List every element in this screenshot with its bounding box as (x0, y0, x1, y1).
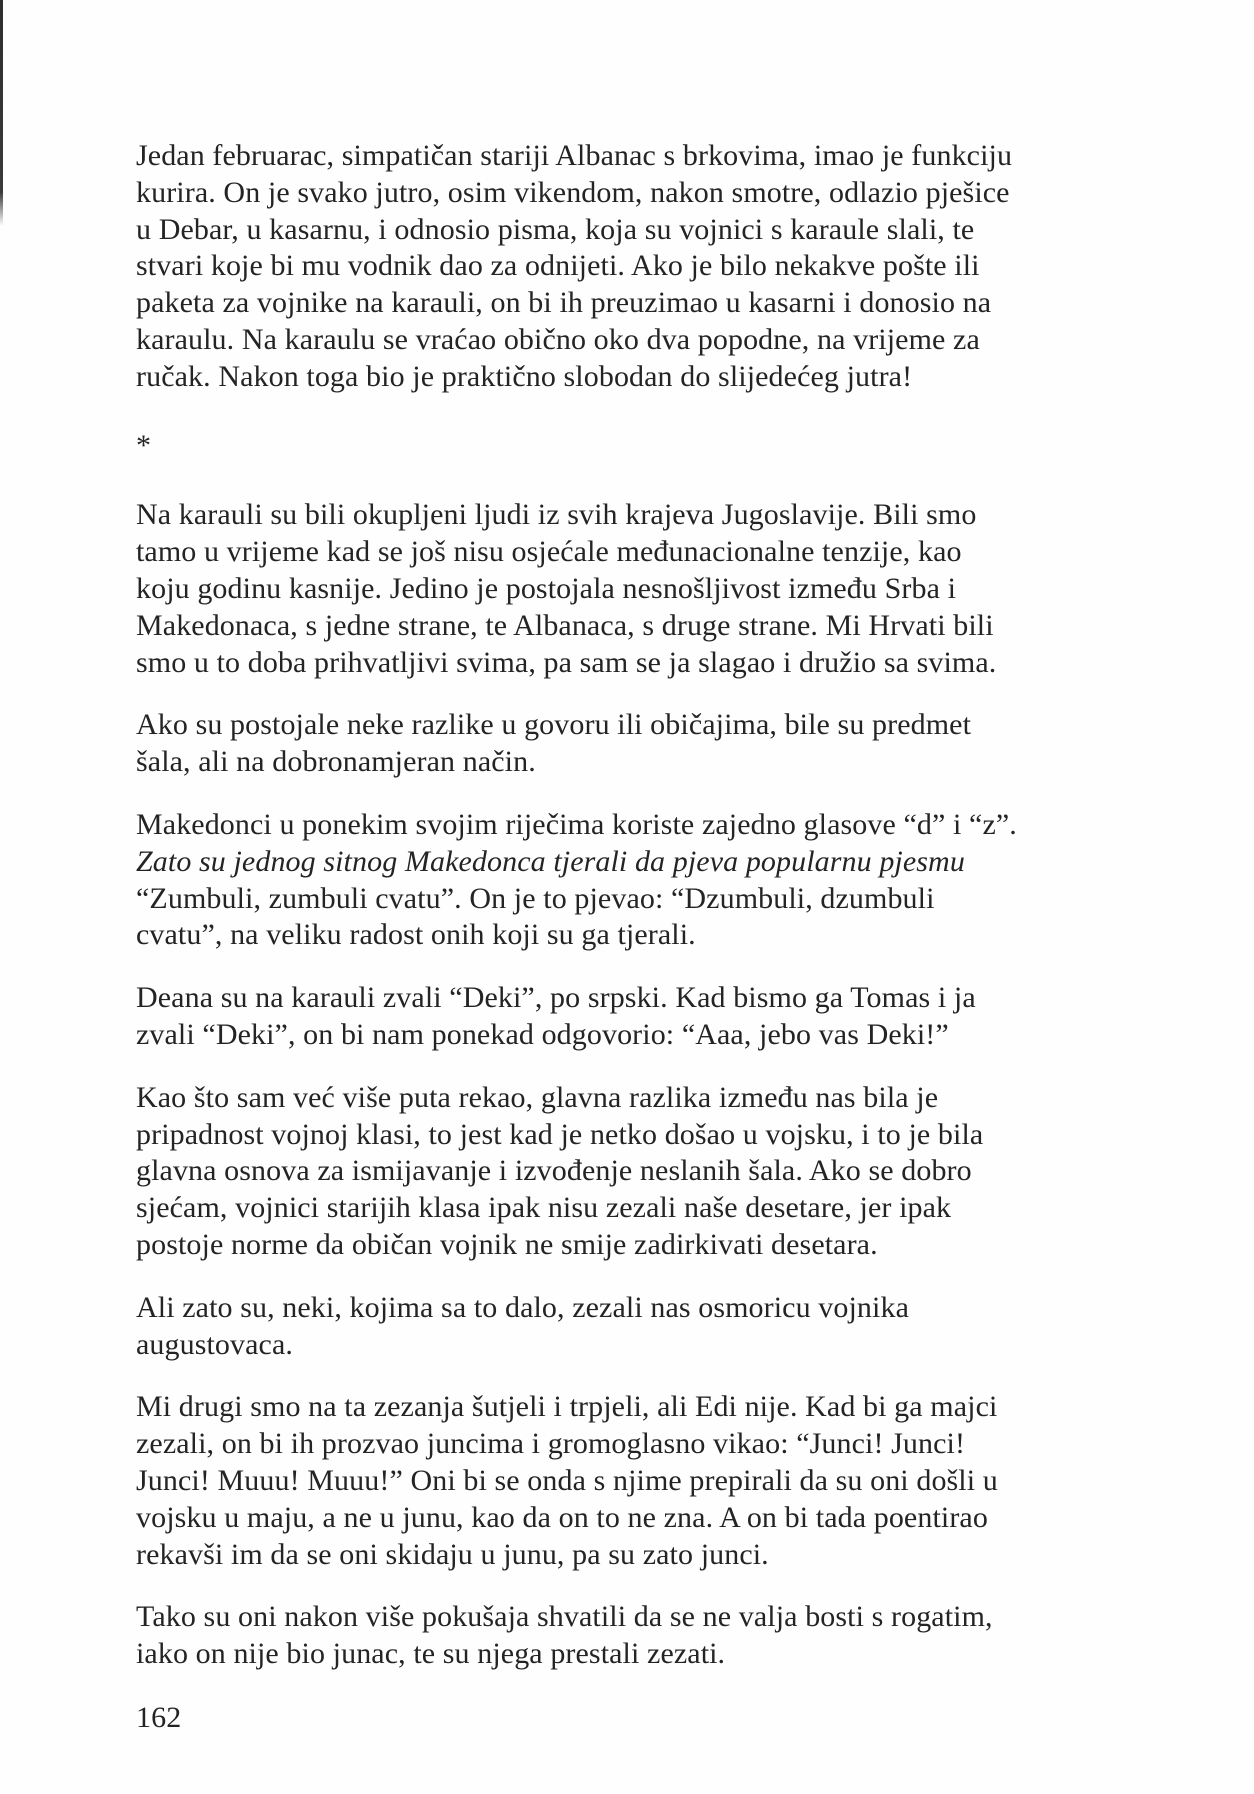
text-line: kurira. On je svako jutro, osim vikendom, nakon smotre, odlazio pješice (136, 175, 1010, 209)
text-line: sjećam, vojnici starijih klasa ipak nisu zezali naše desetare, jer ipak (136, 1191, 952, 1225)
text-line: augustovaca. (136, 1327, 293, 1361)
scan-edge-artifact (0, 0, 3, 226)
paragraph (136, 138, 1134, 396)
paragraph (136, 707, 1134, 781)
text-line-italic: Zato su jednog sitnog Makedonca tjerali da pjeva popularnu pjesmu (136, 844, 965, 878)
paragraph (136, 1290, 1134, 1364)
text-line: koju godinu kasnije. Jedino je postojala nesnošljivost između Srba i (136, 571, 957, 605)
text-line: “Zumbuli, zumbuli cvatu”. On je to pjevao: “Dzumbuli, dzumbuli (136, 881, 935, 915)
paragraph (136, 497, 1134, 681)
paragraph (136, 1599, 1134, 1673)
text-line: rekavši im da se oni skidaju u junu, pa su zato junci. (136, 1537, 769, 1571)
separator-asterisk: * (136, 428, 152, 462)
text-line: zvali “Deki”, on bi nam ponekad odgovorio: “Aaa, jebo vas Deki!” (136, 1017, 949, 1051)
text-line: šala, ali na dobronamjeran način. (136, 745, 536, 779)
paragraph (136, 807, 1134, 954)
text-line: iako on nije bio junac, te su njega prestali zezati. (136, 1637, 726, 1671)
text-line: Mi drugi smo na ta zezanja šutjeli i trpjeli, ali Edi nije. Kad bi ga majci (136, 1390, 998, 1424)
text-line: Makedonaca, s jedne strane, te Albanaca, s druge strane. Mi Hrvati bili (136, 608, 994, 642)
text-line: Junci! Muuu! Muuu!” Oni bi se onda s njime prepirali da su oni došli u (136, 1463, 998, 1497)
text-line: ručak. Nakon toga bio je praktično slobodan do slijedećeg jutra! (136, 359, 913, 393)
text-line: Deana su na karauli zvali “Deki”, po srpski. Kad bismo ga Tomas i ja (136, 981, 976, 1015)
text-line: stvari koje bi mu vodnik dao za odnijeti. Ako je bilo nekakve pošte ili (136, 249, 980, 283)
paragraph (136, 1389, 1134, 1573)
text-line: Jedan februarac, simpatičan stariji Albanac s brkovima, imao je funkciju (136, 139, 1013, 172)
text-line: postoje norme da običan vojnik ne smije zadirkivati desetara. (136, 1227, 878, 1261)
text-line: vojsku u maju, a ne u junu, kao da on to ne zna. A on bi tada poentirao (136, 1500, 988, 1534)
text-line: smo u to doba prihvatljivi svima, pa sam se ja slagao i družio sa svima. (136, 645, 997, 679)
text-line: Ako su postojale neke razlike u govoru ili običajima, bile su predmet (136, 708, 972, 742)
text-line: Kao što sam već više puta rekao, glavna razlika između nas bila je (136, 1080, 939, 1114)
page-number: 162 (136, 1700, 182, 1734)
text-line: tamo u vrijeme kad se još nisu osjećale međunacionalne tenzije, kao (136, 535, 962, 569)
paragraph (136, 1080, 1134, 1264)
text-line: Tako su oni nakon više pokušaja shvatili da se ne valja bosti s rogatim, (136, 1600, 993, 1634)
text-line: pripadnost vojnoj klasi, to jest kad je netko došao u vojsku, i to je bila (136, 1117, 984, 1151)
section-separator (136, 428, 1134, 465)
text-line: Makedonci u ponekim svojim riječima koriste zajedno glasove “d” i “z”. (136, 807, 1017, 841)
text-line: glavna osnova za ismijavanje i izvođenje neslanih šala. Ako se dobro (136, 1154, 972, 1188)
text-line: zezali, on bi ih prozvao juncima i gromoglasno vikao: “Junci! Junci! (136, 1427, 966, 1461)
text-line: karaulu. Na karaulu se vraćao obično oko dva popodne, na vrijeme za (136, 322, 980, 356)
text-line: paketa za vojnike na karauli, on bi ih preuzimao u kasarni i donosio na (136, 286, 992, 320)
text-line: cvatu”, na veliku radost onih koji su ga tjerali. (136, 918, 696, 952)
text-line: Na karauli su bili okupljeni ljudi iz svih krajeva Jugoslavije. Bili smo (136, 498, 977, 532)
text-line: Ali zato su, neki, kojima sa to dalo, zezali nas osmoricu vojnika (136, 1290, 909, 1324)
paragraph (136, 980, 1134, 1054)
text-line: u Debar, u kasarnu, i odnosio pisma, koja su vojnici s karaule slali, te (136, 212, 975, 246)
